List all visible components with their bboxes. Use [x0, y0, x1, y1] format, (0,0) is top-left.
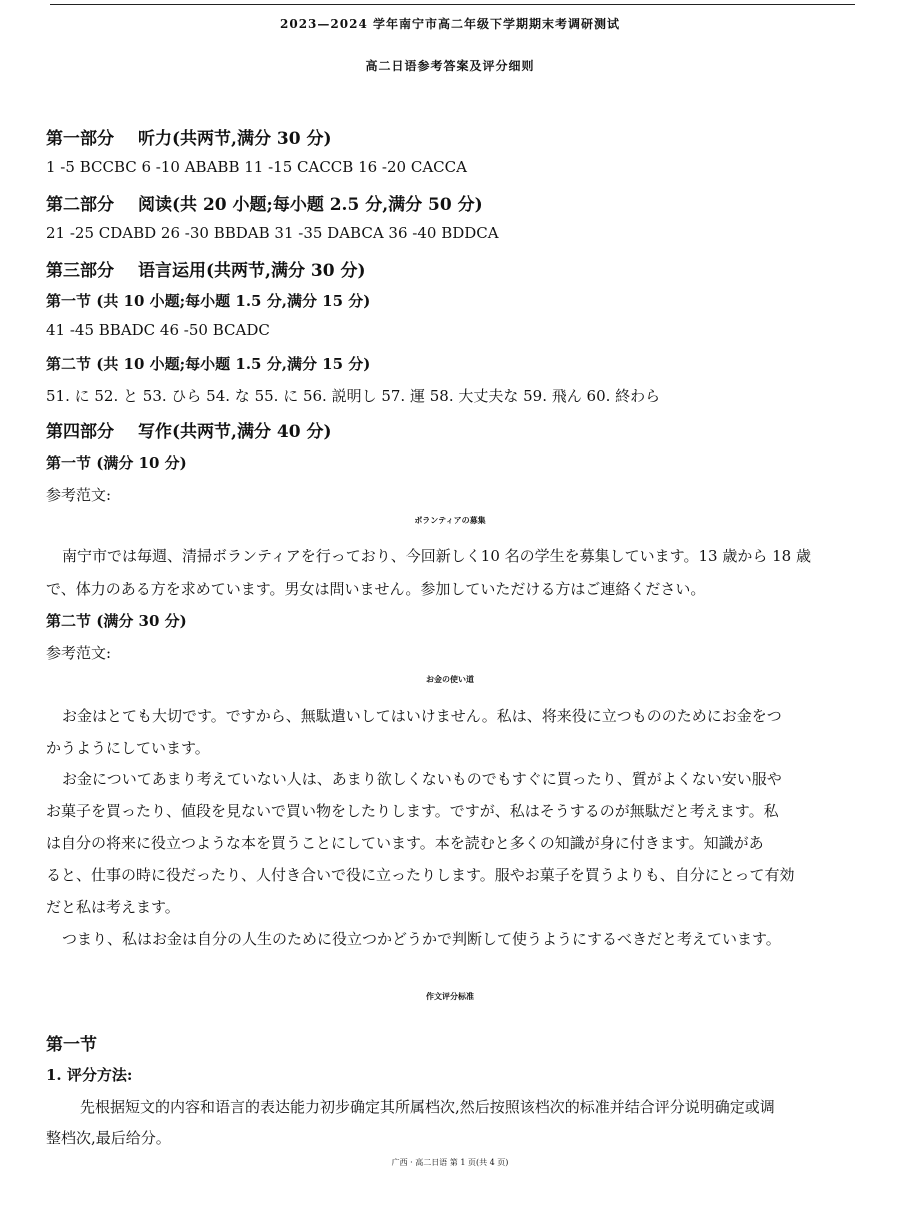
top-rule: [50, 4, 855, 5]
page-footer: 广西 · 高二日语 第 1 页(共 4 页): [391, 1158, 509, 1167]
part1-heading: [46, 124, 332, 149]
part3-heading: [46, 256, 366, 281]
criteria-method-line: 整档次,最后给分。: [46, 1129, 171, 1147]
document-subtitle: 高二日语参考答案及评分细则: [365, 59, 535, 73]
part2-detail: 阅读(共 20 小题;每小题 2.5 分,满分 50 分): [138, 195, 483, 215]
essay2-title: お金の使い道: [426, 674, 474, 684]
part1-detail: 听力(共两节,满分 30 分): [138, 129, 332, 149]
part3-section2-answers: 51. に 52. と 53. ひら 54. な 55. に 56. 説明し 57. 運 58. 大丈夫な 59. 飛ん 60. 終わら: [46, 387, 661, 405]
part2-answers: 21 -25 CDABD 26 -30 BBDAB 31 -35 DABCA 36 -40 BDDCA: [46, 224, 499, 242]
essay2-line: ると、仕事の時に役だったり、人付き合いで役に立ったりします。服やお菓子を買うよりも、自分にとって有効: [46, 866, 795, 884]
part4-heading: [46, 417, 332, 442]
document-title: 2023—2024 学年南宁市高二年级下学期期末考调研测试: [280, 17, 620, 31]
essay2-line: つまり、私はお金は自分の人生のために役立つかどうかで判断して使うようにするべきだと考えています。: [62, 930, 781, 948]
essay1-line: 南宁市では毎週、清掃ボランティアを行っており、今回新しく10 名の学生を募集しています。13 歳から 18 歳: [62, 547, 811, 565]
essay2-line: お菓子を買ったり、値段を見ないで買い物をしたりします。ですが、私はそうするのが無駄だと考えます。私: [46, 802, 779, 820]
essay1-line: で、体力のある方を求めています。男女は問いません。参加していただける方はご連絡ください。: [46, 580, 706, 598]
part4-label: 第四部分: [46, 422, 114, 442]
essay2-line: かうようにしています。: [46, 739, 210, 757]
part3-section1-heading: 第一节 (共 10 小题;每小题 1.5 分,满分 15 分): [46, 292, 371, 310]
part2-heading: [46, 190, 483, 215]
part3-detail: 语言运用(共两节,满分 30 分): [138, 261, 366, 281]
part4-section2-ref-label: 参考范文:: [46, 644, 112, 662]
essay1-title: ボランティアの募集: [414, 515, 486, 525]
part3-section2-heading: 第二节 (共 10 小题;每小题 1.5 分,满分 15 分): [46, 355, 371, 373]
part2-label: 第二部分: [46, 195, 114, 215]
part4-detail: 写作(共两节,满分 40 分): [138, 422, 332, 442]
essay2-line: は自分の将来に役立つような本を買うことにしています。本を読むと多くの知識が身に付きます。知識があ: [46, 834, 764, 852]
part1-label: 第一部分: [46, 129, 114, 149]
criteria-title: 作文评分标准: [426, 991, 474, 1001]
part4-section2-heading: 第二节 (满分 30 分): [46, 612, 187, 630]
criteria-section-heading: 第一节: [46, 1035, 97, 1055]
essay2-line: お金はとても大切です。ですから、無駄遣いしてはいけません。私は、将来役に立つもののためにお金をつ: [62, 707, 782, 725]
part4-section1-heading: 第一节 (满分 10 分): [46, 454, 187, 472]
part3-section1-answers: 41 -45 BBADC 46 -50 BCADC: [46, 321, 270, 339]
part1-answers: 1 -5 BCCBC 6 -10 ABABB 11 -15 CACCB 16 -20 CACCA: [46, 158, 467, 176]
criteria-method-line: 先根据短文的内容和语言的表达能力初步确定其所属档次,然后按照该档次的标准并结合评分说明确定或调: [80, 1098, 775, 1116]
part4-section1-ref-label: 参考范文:: [46, 486, 112, 504]
criteria-method-heading: 1. 评分方法:: [46, 1066, 133, 1084]
essay2-line: だと私は考えます。: [46, 898, 180, 916]
part3-label: 第三部分: [46, 261, 114, 281]
essay2-line: お金についてあまり考えていない人は、あまり欲しくないものでもすぐに買ったり、質がよくない安い服や: [62, 770, 782, 788]
